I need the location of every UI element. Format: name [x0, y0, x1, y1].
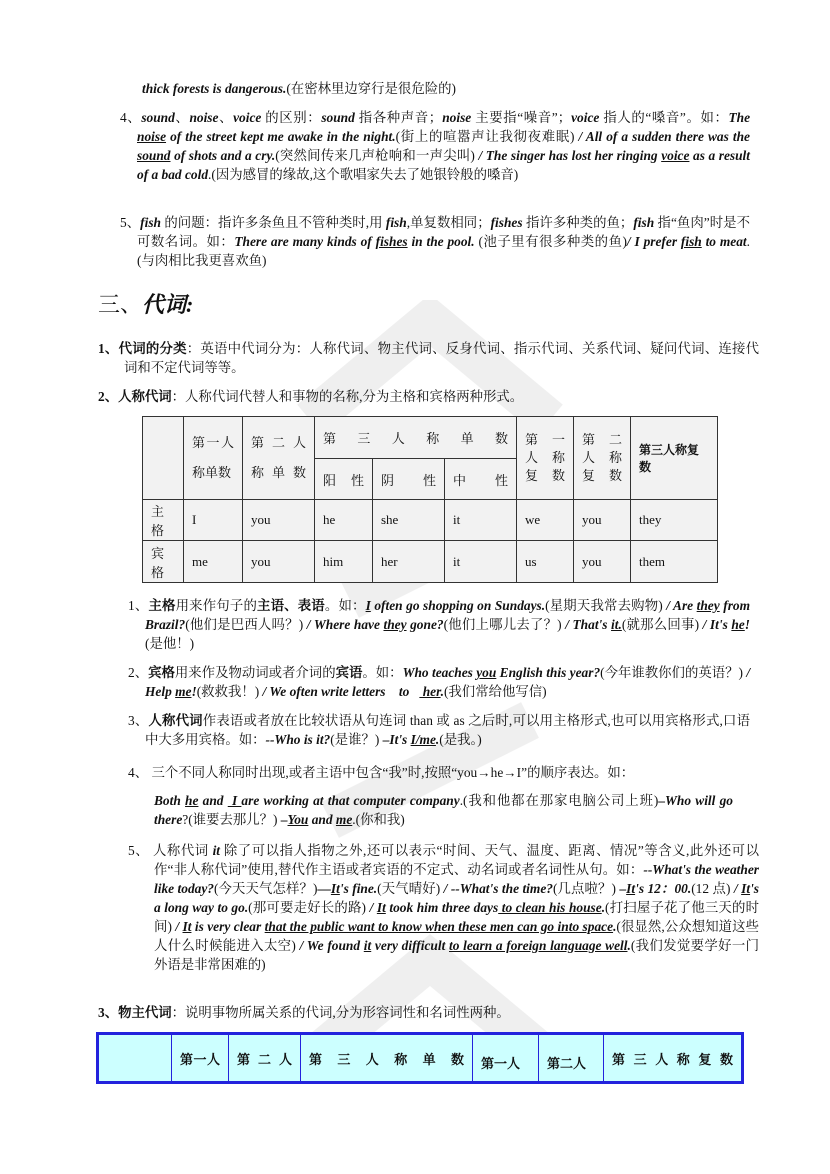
paragraph-label: 3、物主代词 [98, 1005, 172, 1020]
table-cell: we [517, 500, 574, 541]
table-cell: him [315, 541, 373, 583]
translation: (我们发觉要学好一门外语是非常困难的) [154, 938, 760, 972]
example-underlined: I [365, 598, 371, 613]
table-cell: she [373, 500, 445, 541]
example: / That's [561, 617, 612, 632]
example-underlined: It [182, 919, 192, 934]
bold-term: 主格 [148, 598, 176, 613]
paragraph-label: 2、人称代词 [98, 389, 172, 404]
header-first-plural: 第一人 [473, 1035, 539, 1082]
text: 指许多种类的鱼； [522, 215, 634, 230]
paragraph-possessive-pronoun [98, 1003, 733, 1022]
translation: (池子里有很多种类的鱼) [474, 234, 627, 249]
example: . [601, 900, 606, 915]
translation: (我们常给他写信) [443, 684, 547, 699]
header-feminine: 阴 性 [373, 459, 445, 500]
example: --Who is it? [265, 732, 331, 747]
translation: (他们是巴西人吗？) [185, 617, 304, 632]
translation: (是我。) [439, 732, 482, 747]
text: 人称代词 [149, 843, 213, 858]
example-underlined: he [185, 793, 199, 808]
term: fish [385, 215, 407, 230]
table-row-objective [143, 541, 718, 583]
text: 指“鱼肉”时是不可数名词。如： [137, 215, 750, 249]
term: noise [189, 110, 219, 125]
translation: .(你和我) [352, 812, 405, 827]
example: in the pool. [407, 234, 475, 249]
header-first-person: 第一人 [172, 1035, 229, 1082]
translation: (那可要走好长的路) [248, 900, 367, 915]
example: / We often write letters to [259, 684, 420, 699]
table-cell: them [631, 541, 718, 583]
example-underlined: I [227, 793, 242, 808]
example: --What's the weather like today? [154, 862, 759, 896]
separator: 、 [174, 110, 190, 125]
english-text: thick forests is dangerous. [142, 81, 287, 96]
text: 的问题：指许多条鱼且不管种类时,用 [161, 215, 386, 230]
example: / [730, 881, 742, 896]
paragraph-text: ：英语中代词分为：人称代词、物主代词、反身代词、指示代词、关系代词、疑问代词、连接代词和不定代词等等。 [124, 341, 760, 375]
translation: (就那么回事) [621, 617, 700, 632]
personal-pronoun-table [142, 416, 718, 583]
table-cell: he [315, 500, 373, 541]
item-number: 1、 [128, 598, 149, 613]
table-cell: it [445, 500, 517, 541]
header-neuter: 中 性 [445, 459, 517, 500]
example-underlined: he [731, 617, 745, 632]
text: 。如： [362, 665, 403, 680]
translation: (他们上哪儿去了？) [443, 617, 562, 632]
example: and [308, 812, 336, 827]
term: sound [141, 110, 175, 125]
continuation-line [142, 79, 732, 98]
example-underlined: voice [661, 148, 690, 163]
example: . [613, 919, 617, 934]
translation: (12 点) [691, 881, 731, 896]
translation: (今天天气怎样？) [213, 881, 318, 896]
example: The [728, 110, 751, 125]
example: and [198, 793, 228, 808]
list-item-personal-pronoun-predicate [128, 711, 750, 749]
row-label: 宾格 [143, 541, 184, 583]
example: / --What's the time? [440, 881, 553, 896]
example-underlined: It [376, 900, 386, 915]
example-underlined: It [741, 881, 751, 896]
example-underlined: noise [137, 129, 167, 144]
separator: 、 [218, 110, 234, 125]
list-item-sound-noise-voice [120, 108, 750, 184]
term: sound [321, 110, 355, 125]
bold-term: 主语、表语 [257, 598, 325, 613]
example: / [171, 919, 183, 934]
text: 三个不同人称同时出现,或者主语中包含“我”时,按照“you→he→I”的顺序表达。如： [148, 765, 635, 780]
example-underlined: me [335, 812, 353, 827]
example: of the street kept me awake in the night. [166, 129, 396, 144]
example-underlined: me [175, 684, 192, 699]
example: / Help [145, 665, 751, 699]
translation: .(我和他都在那家电脑公司上班) [459, 793, 659, 808]
table-cell: you [574, 500, 631, 541]
possessive-pronoun-table [98, 1034, 742, 1082]
example: Both [154, 793, 186, 808]
term: noise [442, 110, 472, 125]
example-underlined: fishes [375, 234, 408, 249]
section-number: 三、 [98, 292, 143, 317]
header-text: 称单数 [192, 465, 232, 480]
item-number: 2、 [128, 665, 149, 680]
translation: (天气晴好) [377, 881, 441, 896]
example: ! [744, 617, 750, 632]
header-second-plural: 第二人 [539, 1035, 604, 1082]
example: . [627, 938, 631, 953]
bold-term: 宾语 [335, 665, 363, 680]
text: ,单复数相同； [406, 215, 491, 230]
header-second-plural: 第 二 人 称 复数 [574, 417, 631, 500]
example: / The singer has lost her ringing [474, 148, 662, 163]
term: voice [571, 110, 600, 125]
translation: (救救我！) [196, 684, 260, 699]
table-row-nominative [143, 500, 718, 541]
text: 的区别： [261, 110, 322, 125]
table-cell: you [243, 500, 315, 541]
example-underlined: It [626, 881, 636, 896]
header-second-singular [243, 417, 315, 500]
example: / Are [662, 598, 697, 613]
example-underlined: You [287, 812, 309, 827]
item-number: 5、 [120, 215, 141, 230]
example-underlined: I/me [410, 732, 436, 747]
example: / Where have [303, 617, 384, 632]
section-heading [98, 290, 193, 320]
example: 's a long way to go. [154, 881, 759, 915]
example: English this year? [496, 665, 601, 680]
example-underlined: to clean his house [498, 900, 602, 915]
example: / I prefer [626, 234, 681, 249]
term: fish [140, 215, 161, 230]
example-underlined: they [696, 598, 720, 613]
translation: (是谁？) [330, 732, 380, 747]
text: 主要指“噪音”； [471, 110, 572, 125]
header-masculine: 阳 性 [315, 459, 373, 500]
section-title: 代词: [142, 292, 194, 317]
example: are working at that computer company [241, 793, 460, 808]
example: –Who will go there [154, 793, 733, 827]
translation: ?(谁要去那儿？) [182, 812, 278, 827]
example-underlined: it [363, 938, 372, 953]
translation: (很显然,公众想知道这些人什么时候能进入太空) [154, 919, 759, 953]
header-first-singular [184, 417, 243, 500]
text: 用来作及物动词或者介词的 [174, 665, 336, 680]
translation: (打扫屋子花了他三天的时间) [154, 900, 760, 934]
example: — [317, 881, 331, 896]
paragraph-personal-pronoun [98, 387, 733, 406]
header-third-plural: 第三人称复数 [631, 417, 718, 500]
example-underlined: fish [680, 234, 702, 249]
header-third-plural: 第 三 人 称 复 数 [604, 1035, 742, 1082]
bold-term: 人称代词 [148, 713, 203, 728]
example-underlined: It [330, 881, 340, 896]
translation: (是他！) [145, 636, 195, 651]
example: / It's [699, 617, 732, 632]
table-cell: it [445, 541, 517, 583]
header-text: 第一人 [192, 435, 234, 450]
item-number: 4、 [128, 765, 149, 780]
table-cell: I [184, 500, 243, 541]
bold-term: 宾格 [148, 665, 175, 680]
list-item-nominative [128, 596, 750, 653]
example-underlined: you [476, 665, 497, 680]
translation: (几点啦？) [552, 881, 616, 896]
example: Who teaches [402, 665, 477, 680]
example: / All of a sudden there was the [574, 129, 750, 144]
example: gone? [406, 617, 444, 632]
example: –It's [379, 732, 411, 747]
example: to meat [701, 234, 747, 249]
list-item-fish [120, 213, 750, 270]
translation: (今年谁教你们的英语？) [600, 665, 743, 680]
header-second-person: 第 二 人 [229, 1035, 301, 1082]
example: from Brazil? [145, 598, 751, 632]
header-first-plural: 第 一 人 称 复数 [517, 417, 574, 500]
table-cell: me [184, 541, 243, 583]
example: as a result of a bad cold [137, 148, 750, 182]
example: ! [191, 684, 197, 699]
row-label: 主格 [143, 500, 184, 541]
example: . [435, 732, 440, 747]
example: . [440, 684, 444, 699]
text: 用来作句子的 [175, 598, 258, 613]
table-cell: they [631, 500, 718, 541]
list-item-it-usage [128, 841, 759, 974]
term: voice [233, 110, 262, 125]
example-underlined: it. [611, 617, 622, 632]
table-cell: you [243, 541, 315, 583]
example: is very clear [191, 919, 265, 934]
item-number: 3、 [128, 713, 149, 728]
term: fishes [490, 215, 523, 230]
example: 's 12：00. [635, 881, 692, 896]
header-text: 第 二 人 [251, 435, 306, 450]
table-header-row [99, 1035, 742, 1082]
example: 's fine. [339, 881, 378, 896]
table-cell: us [517, 541, 574, 583]
list-item-order [128, 763, 750, 782]
example-underlined: her [419, 684, 441, 699]
corner-cell [99, 1035, 172, 1082]
example: very difficult [371, 938, 450, 953]
table-cell: you [574, 541, 631, 583]
text: 指各种声音； [354, 110, 443, 125]
example-underlined: they [383, 617, 407, 632]
example: There are many kinds of [234, 234, 376, 249]
example: – [616, 881, 627, 896]
item-number: 5、 [128, 843, 150, 858]
example-underlined: that the public want to know when these men can go into space [264, 919, 614, 934]
header-third-singular: 第 三 人 称 单 数 [315, 417, 517, 459]
example: / We found [295, 938, 364, 953]
example: / [366, 900, 377, 915]
paragraph-text: ：人称代词代替人和事物的名称,分为主格和宾格两种形式。 [171, 389, 524, 404]
corner-cell [143, 417, 184, 500]
translation: (星期天我常去购物) [545, 598, 663, 613]
paragraph-pronoun-classification [98, 339, 759, 377]
header-third-singular: 第 三 人 称 单 数 [301, 1035, 473, 1082]
example-underlined: sound [137, 148, 171, 163]
example-underlined: to learn a foreign language well [449, 938, 628, 953]
translation: (街上的喧嚣声让我彻夜难眠) [395, 129, 575, 144]
example: took him three days [385, 900, 499, 915]
text: 。如： [324, 598, 366, 613]
translation: .(因为感冒的缘故,这个歌唱家失去了她银铃般的嗓音) [208, 167, 519, 182]
term: it [212, 843, 221, 858]
translation: .(与肉相比我更喜欢鱼) [137, 234, 750, 268]
paragraph-text: ：说明事物所属关系的代词,分为形容词性和名词性两种。 [171, 1005, 510, 1020]
text: 除了可以指人指物之外,还可以表示“时间、天气、温度、距离、情况”等含义,此外还可以作“非人称代词”使用,替代作主语或者宾语的不定式、动名词或者名词性从句。如： [154, 843, 759, 877]
text: 作表语或者放在比较状语从句连词 than 或 as 之后时,可以用主格形式,也可以用宾格形式,口语中大多用宾格。如： [145, 713, 751, 747]
example: of shots and a cry. [170, 148, 276, 163]
table-cell: her [373, 541, 445, 583]
chinese-text: (在密林里边穿行是很危险的) [286, 81, 456, 96]
example-order [154, 791, 733, 829]
term: fish [633, 215, 655, 230]
example: often go shopping on Sundays. [370, 598, 546, 613]
example: – [277, 812, 288, 827]
item-number: 4、 [120, 110, 142, 125]
paragraph-label: 1、代词的分类 [98, 341, 187, 356]
list-item-objective [128, 663, 750, 701]
translation: (突然间传来几声枪响和一声尖叫) [275, 148, 475, 163]
text: 指人的“嗓音”。如： [599, 110, 729, 125]
header-text: 称 单 数 [251, 465, 306, 480]
